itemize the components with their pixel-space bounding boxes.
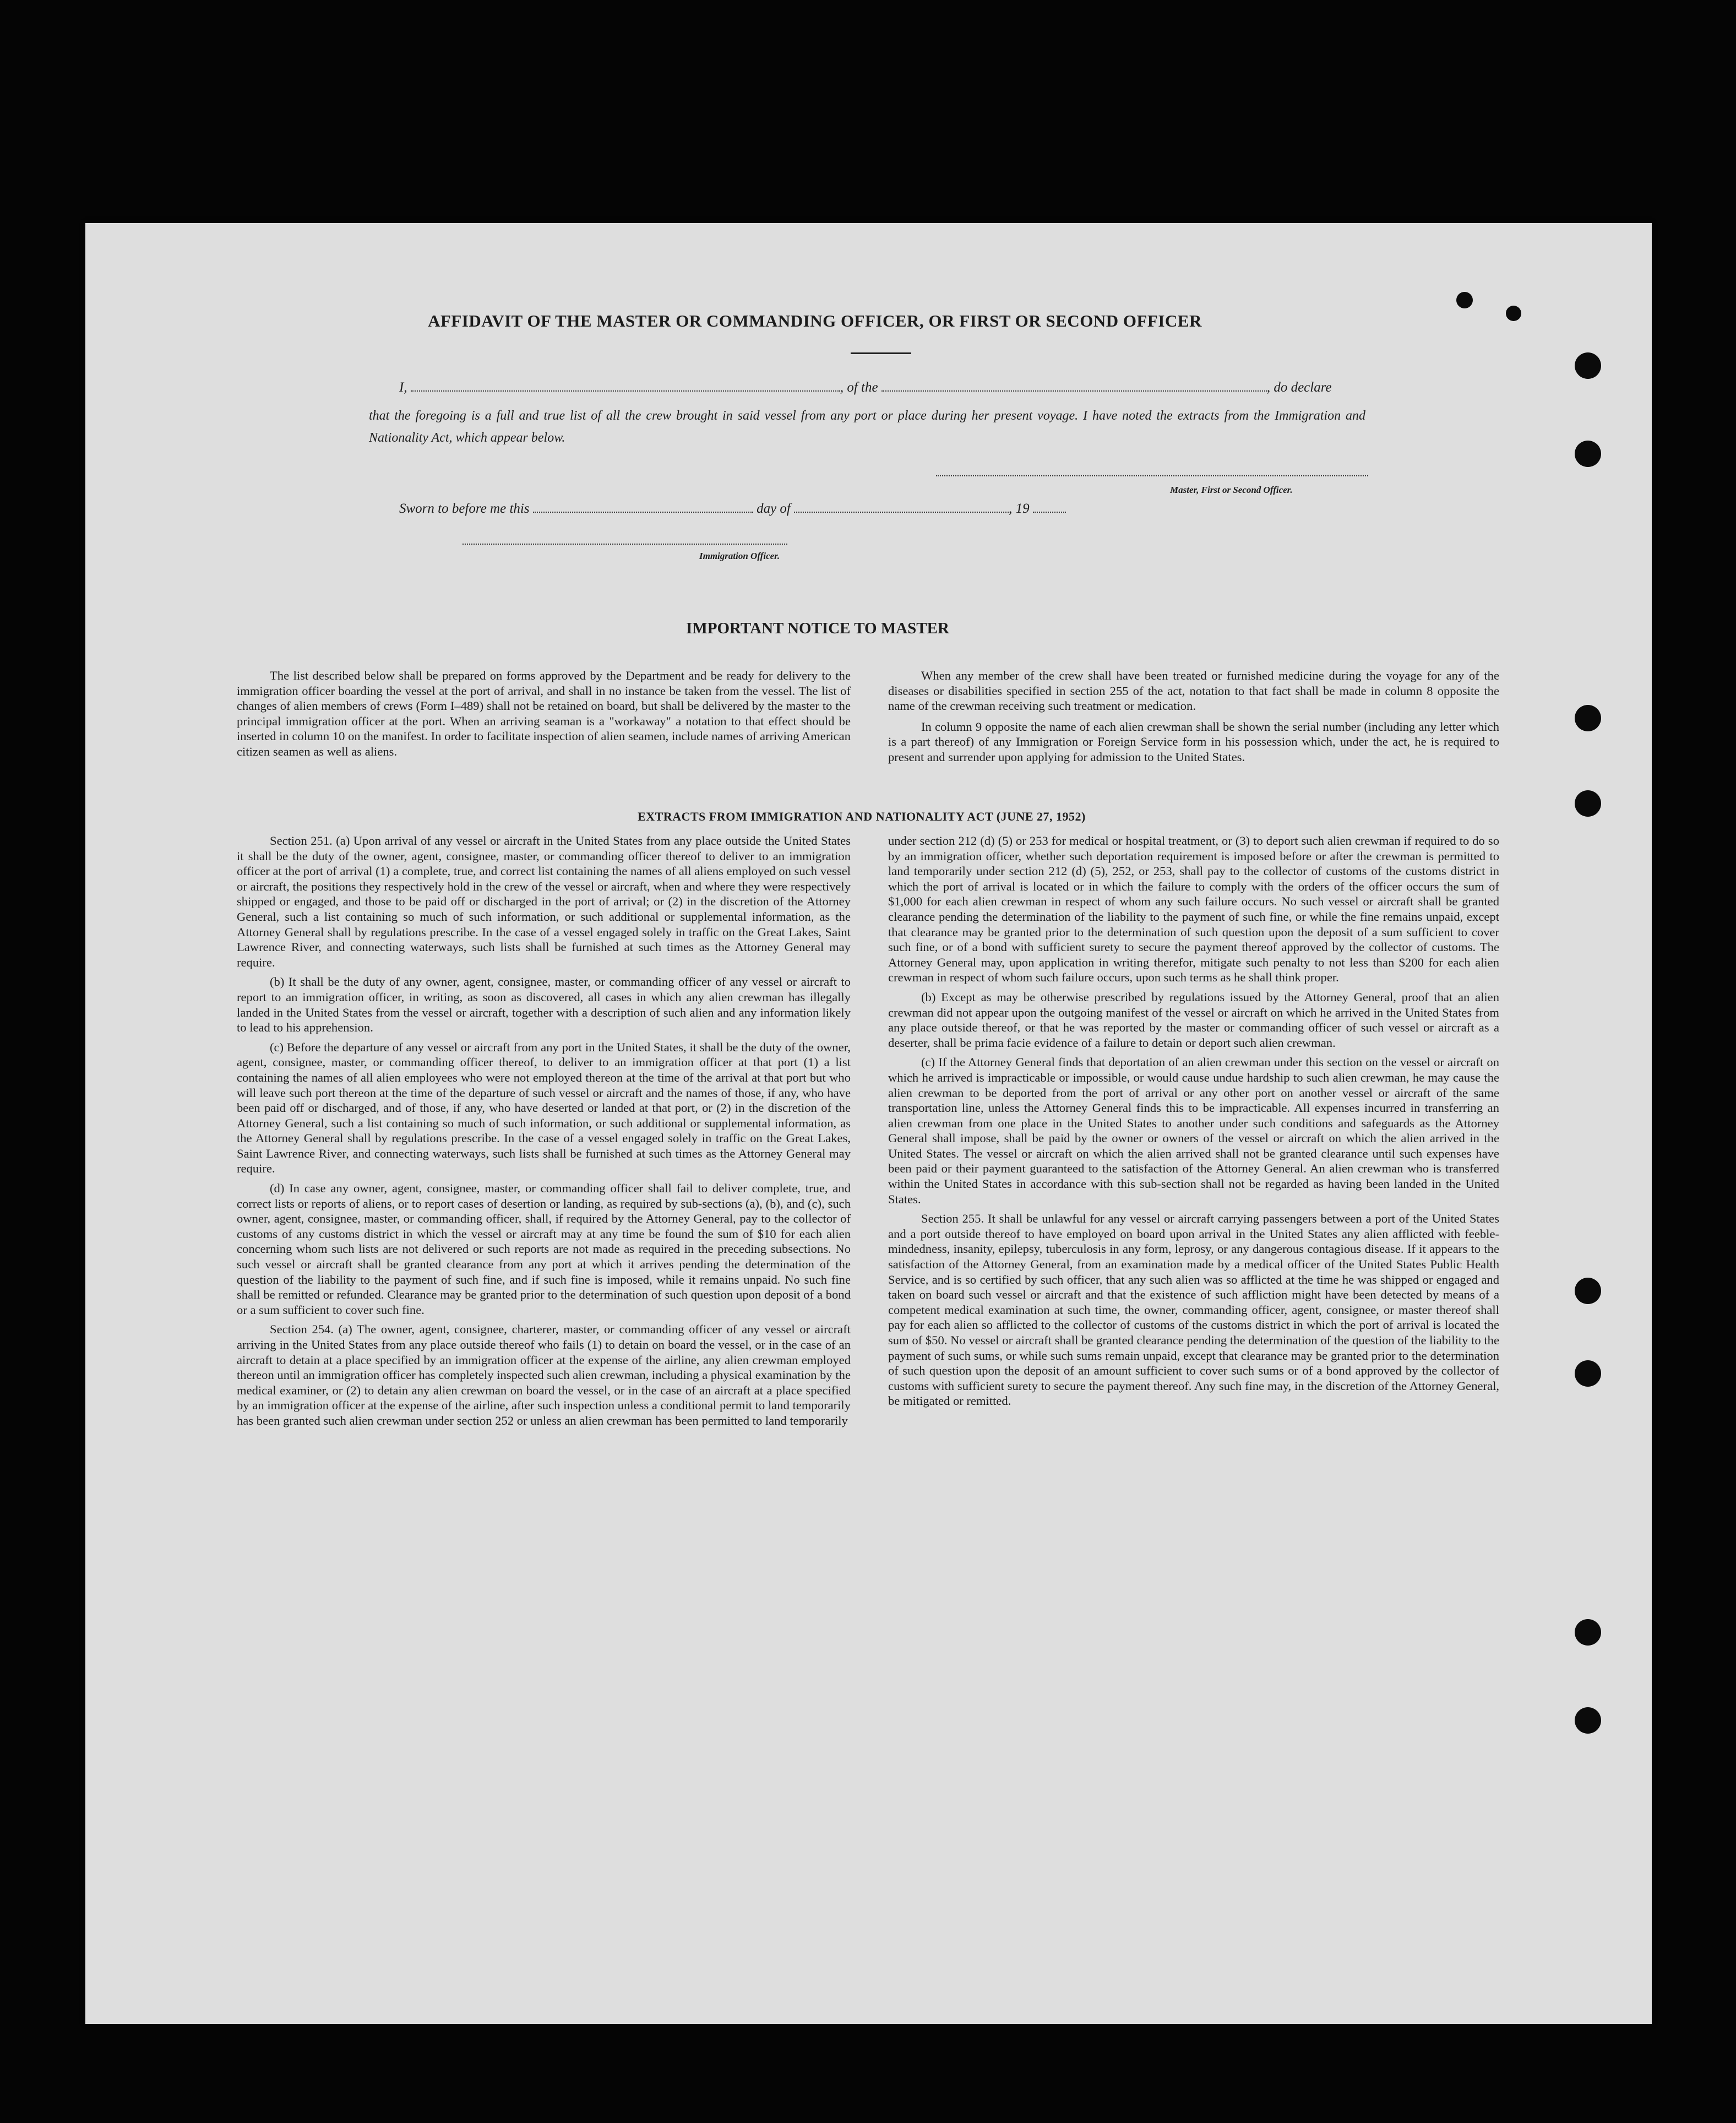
punch-hole [1575, 352, 1601, 379]
i-label: I, [399, 380, 407, 395]
sworn-label: Sworn to before me this [399, 501, 530, 516]
year-label: , 19 [1009, 501, 1030, 516]
master-signature-field[interactable] [936, 475, 1368, 476]
do-declare-label: , do declare [1266, 380, 1332, 395]
sworn-year-field[interactable] [1033, 512, 1066, 513]
declarant-name-field[interactable] [411, 390, 840, 392]
master-signature-label: Master, First or Second Officer. [1170, 485, 1293, 495]
punch-hole [1575, 790, 1601, 817]
sworn-month-field[interactable] [794, 512, 1009, 513]
statute-paragraph: (d) In case any owner, agent, consignee, master, or commanding officer shall fail to deliver complete, true, and correct lists or reports of aliens, or to report cases of desertion or landing, as required by sub-sections (a), (b), and (c), such owner, agent, consignee, master, or commanding officer, shall, if required by the Attorney General, pay to the collector of customs of any customs district in which the vessel or aircraft may at any time be found the sum of $10 for each alien concerning whom such lists are not delivered or such reports are not made as required in the preceding subsections. No such vessel or aircraft shall be granted clearance from any port at which it arrives pending the determination of the question of the liability to the payment of such fine, and if such fine is imposed, while it remains unpaid. No such fine shall be remitted or refunded. Clearance may be granted prior to the determination of such question upon deposit of a bond or a sum sufficient to cover such fine. [237, 1181, 851, 1317]
punch-hole [1575, 1707, 1601, 1734]
statute-paragraph: Section 255. It shall be unlawful for any vessel or aircraft carrying passengers between a port of the United States and a port outside thereof to have employed on board upon arrival in the United States any alien afflicted with feeble-mindedness, insanity, epilepsy, tuberculosis in any form, leprosy, or any dangerous contagious disease. If it appears to the satisfaction of the Attorney General, from an examination made by a medical officer of the United States Public Health Service, and is so certified by such officer, that any such alien was so afflicted at the time he was shipped or engaged and taken on board such vessel or aircraft and that the existence of such affliction might have been detected by means of a competent medical examination at such time, the owner, commanding officer, agent, consignee, or master thereof shall pay for each alien so afflicted to the collector of customs of the customs district in which the port of arrival is located the sum of $50. No vessel or aircraft shall be granted clearance pending the determination of the question of the liability to the payment of such sums, or while such sums remain unpaid, except that clearance may be granted prior to the determination of such question upon the deposit of an amount sufficient to cover such sums or of a bond approved by the collector of customs with sufficient surety to secure the payment thereof. Any such fine may, in the discretion of the Attorney General, be mitigated or remitted. [888, 1212, 1499, 1408]
statute-paragraph: (c) Before the departure of any vessel or aircraft from any port in the United States, it shall be the duty of the owner, agent, consignee, master, or commanding officer thereof, to deliver to an immigration officer at that port (1) a list containing the names of all alien employees who were not employed thereon at the time of the arrival at that port but who will leave such port thereon at the time of the departure of such vessel or aircraft and the names of those, if any, who have been paid off or discharged, and of those, if any, who have deserted or landed at that port, or (2) in the discretion of the Attorney General, such a list containing so much of such information, or such additional or supplemental information, as the Attorney General shall by regulations prescribe. In the case of a vessel engaged solely in traffic on the Great Lakes, Saint Lawrence River, and connecting waterways, such lists shall be furnished at such times as the Attorney General may require. [237, 1040, 851, 1176]
affidavit-title: AFFIDAVIT OF THE MASTER OR COMMANDING OFFICER, OR FIRST OR SECOND OFFICER [428, 311, 1202, 330]
statute-paragraph: (b) It shall be the duty of any owner, agent, consignee, master, or commanding officer of any vessel or aircraft to report to an immigration officer, in writing, as soon as discovered, all cases in which any alien crewman has illegally landed in the United States from the vessel or aircraft, together with a description of such alien and any information likely to lead to his apprehension. [237, 975, 851, 1035]
punch-hole [1575, 705, 1601, 731]
punch-hole [1575, 1619, 1601, 1646]
punch-hole [1575, 441, 1601, 467]
punch-hole [1575, 1278, 1601, 1304]
extracts-right-column [888, 833, 1499, 1413]
extracts-left-column [237, 833, 851, 1433]
punch-hole [1456, 292, 1473, 308]
form-page [85, 223, 1652, 2024]
statute-paragraph: under section 212 (d) (5) or 253 for medical or hospital treatment, or (3) to deport such alien crewman if required to do so by an immigration officer, whether such deportation requirement is imposed before or after the crewman is permitted to land temporarily under section 212 (d) (5), 252, or 253, shall pay to the collector of customs of the customs district in which the port of arrival is located or in which the failure to comply with the orders of the officer occurs the sum of $1,000 for each alien crewman in respect of whom any such failure occurs. No such vessel or aircraft shall be granted clearance pending the determination of the liability to the payment of such fine, or while the fine remains unpaid, except that clearance may be granted prior to the determination of such question upon the deposit of a sum sufficient to cover such fine, or of a bond with sufficient surety to secure the payment thereof approved by the collector of customs. The Attorney General may, upon application in writing therefor, mitigate such penalty to not less than $200 for each alien crewman in respect of whom such failure occurs, upon such terms as he shall think proper. [888, 834, 1499, 985]
sworn-day-field[interactable] [533, 512, 753, 513]
officer-signature-label: Immigration Officer. [699, 551, 780, 561]
punch-hole [1506, 306, 1521, 321]
notice-left-text [237, 668, 851, 759]
notice-paragraph: When any member of the crew shall have been treated or furnished medicine during the voyage for any of the diseases or disabilities specified in section 255 of the act, notation to that fact shall be made in column 8 opposite the name of the crewman receiving such treatment or medication. [888, 669, 1499, 713]
notice-right-text [888, 668, 1499, 765]
day-of-label: day of [757, 501, 791, 516]
declaration-text: that the foregoing is a full and true list of all the crew brought in said vessel from any port or place during her present voyage. I have noted the extracts from the Immigration and Nationality Act, which appear below. [369, 409, 1365, 445]
declarant-line [399, 380, 1456, 395]
statute-paragraph: (b) Except as may be otherwise prescribed by regulations issued by the Attorney General, proof that an alien crewman did not appear upon the outgoing manifest of the vessel or aircraft on which he arrived in the United States from any place outside thereof, or that he was reported by the master or commanding officer of such vessel or aircraft as a deserter, shall be prima facie evidence of a failure to detain or deport such alien crewman. [888, 990, 1499, 1050]
vessel-name-field[interactable] [881, 390, 1267, 392]
punch-hole [1575, 1360, 1601, 1387]
of-the-label: , of the [840, 380, 878, 395]
title-divider [851, 352, 911, 354]
notice-paragraph: The list described below shall be prepared on forms approved by the Department and be ready for delivery to the immigration officer boarding the vessel at the port of arrival, and shall in no instance be taken from the vessel. The list of changes of alien members of crews (Form I–489) shall not be retained on board, but shall be delivered by the master to the principal immigration officer at the port. When an arriving seaman is a "workaway" a notation to that effect should be inserted in column 10 on the manifest. In order to facilitate inspection of alien seamen, include names of arriving American citizen seamen as well as aliens. [237, 669, 851, 758]
notice-paragraph: In column 9 opposite the name of each alien crewman shall be shown the serial number (including any letter which is a part thereof) of any Immigration or Foreign Service form in his possession which, under the act, he is required to present and surrender upon applying for admission to the United States. [888, 719, 1499, 764]
statute-paragraph: Section 251. (a) Upon arrival of any vessel or aircraft in the United States from any place outside the United States it shall be the duty of the owner, agent, consignee, master, or commanding officer thereof to deliver to an immigration officer at the port of arrival (1) a complete, true, and correct list containing the names of all aliens employed on such vessel or aircraft, the positions they respectively hold in the crew of the vessel or aircraft, when and where they were respectively shipped or engaged, and those to be paid off or discharged in the port of arrival; or (2) in the discretion of the Attorney General, such a list containing so much of such information, or such additional or supplemental information, as the Attorney General shall by regulations prescribe. In the case of a vessel engaged solely in traffic on the Great Lakes, Saint Lawrence River, and connecting waterways, such lists shall be furnished at such times as the Attorney General may require. [237, 834, 851, 969]
sworn-line [399, 501, 1280, 517]
officer-signature-field[interactable] [462, 544, 787, 545]
notice-title: IMPORTANT NOTICE TO MASTER [686, 620, 949, 637]
extracts-title: EXTRACTS FROM IMMIGRATION AND NATIONALITY ACT (JUNE 27, 1952) [638, 810, 1086, 823]
statute-paragraph: Section 254. (a) The owner, agent, consignee, charterer, master, or commanding officer of any vessel or aircraft arriving in the United States from any place outside thereof who fails (1) to detain on board the vessel, or in the case of an aircraft to detain at a place specified by an immigration officer at the expense of the airline, any alien crewman employed thereon until an immigration officer has completely inspected such alien crewman, including a physical examination by the medical examiner, or (2) to detain any alien crewman on board the vessel, or in the case of an aircraft at a place specified by an immigration officer at the expense of the airline, after such inspection unless a conditional permit to land temporarily has been granted such alien crewman under section 252 or unless an alien crewman has been permitted to land temporarily [237, 1322, 851, 1427]
statute-paragraph: (c) If the Attorney General finds that deportation of an alien crewman under this section on the vessel or aircraft on which he arrived is impracticable or impossible, or would cause undue hardship to such alien crewman, he may cause the alien crewman to be deported from the port of arrival or any other port on another vessel or aircraft of the same transportation line, unless the Attorney General finds this to be impracticable. All expenses incurred in transferring an alien crewman from one place in the United States to another under such conditions and safeguards as the Attorney General shall impose, shall be paid by the owner or owners of the vessel or aircraft on which the alien arrived in the United States. The vessel or aircraft on which the alien arrived shall not be granted clearance until such expenses have been paid or their payment guaranteed to the satisfaction of the Attorney General. An alien crewman who is transferred within the United States in accordance with this sub-section shall not be regarded as having been landed in the United States. [888, 1055, 1499, 1206]
